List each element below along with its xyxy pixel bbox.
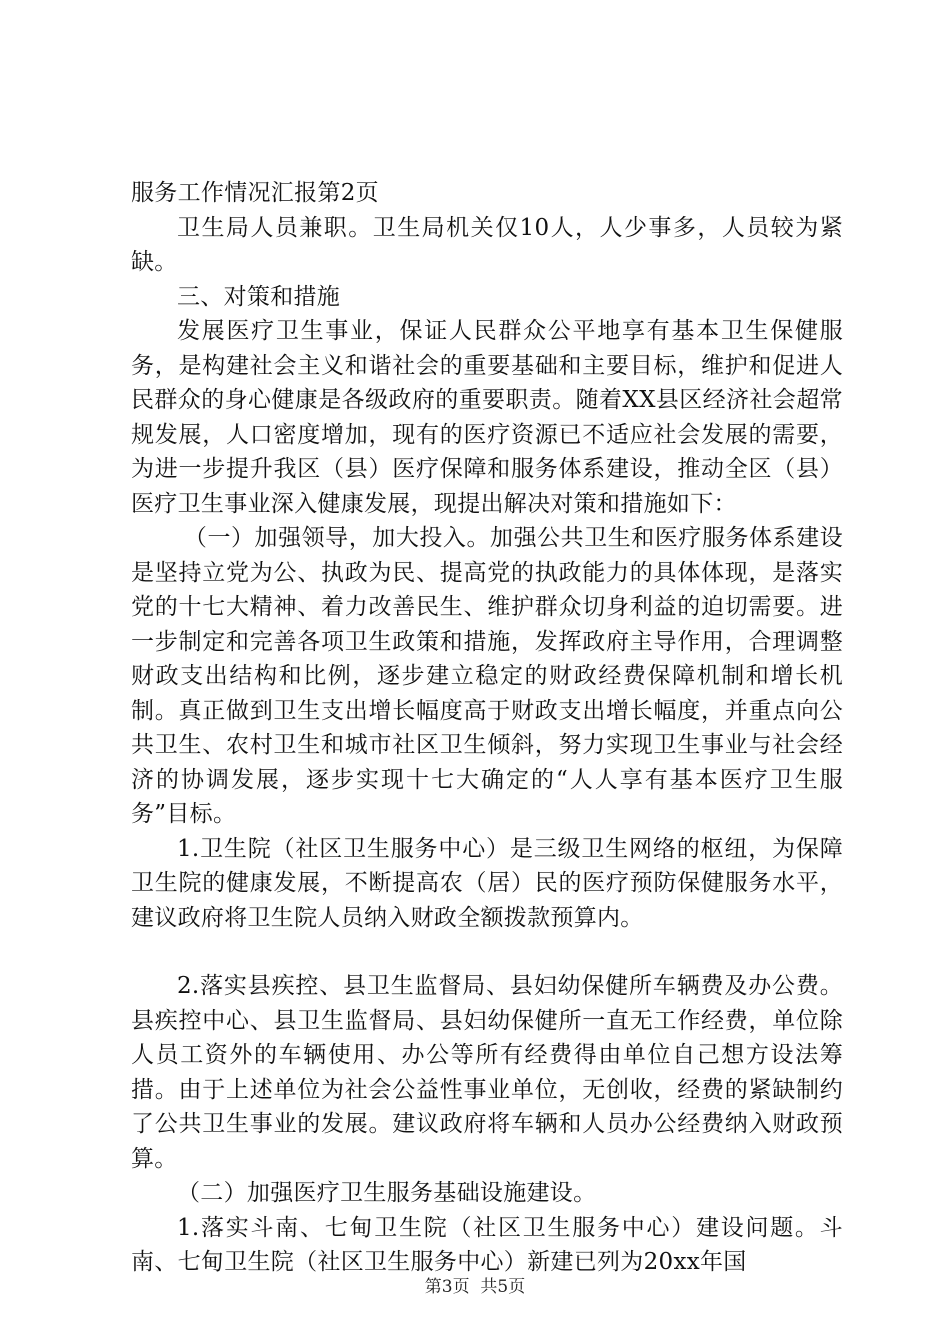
paragraph-intro: 发展医疗卫生事业，保证人民群众公平地享有基本卫生保健服务，是构建社会主义和谐社会的重要基础和主要目标，维护和促进人民群众的身心健康是各级政府的重要职责。随着XX县区经济社会超常规发展，人口密度增加，现有的医疗资源已不适应社会发展的需要，为进一步提升我区（县）医疗保障和服务体系建设，推动全区（县）医疗卫生事业深入健康发展，现提出解决对策和措施如下： xyxy=(131,318,843,517)
section-heading-measures: 三、对策和措施 xyxy=(177,283,341,310)
paragraph-leadership: （一）加强领导，加大投入。加强公共卫生和医疗服务体系建设是坚持立党为公、执政为民、提高党的执政能力的具体体现，是落实党的十七大精神、着力改善民生、维护群众切身利益的迫切需要。进一步制定和完善各项卫生政策和措施，发挥政府主导作用，合理调整财政支出结构和比例，逐步建立稳定的财政经费保障机制和增长机制。真正做到卫生支出增长幅度高于财政支出增长幅度，并重点向公共卫生、农村卫生和城市社区卫生倾斜，努力实现卫生事业与社会经济的协调发展，逐步实现十七大确定的“人人享有基本医疗卫生服务”目标。 xyxy=(131,525,843,827)
paragraph-item-1: 1.卫生院（社区卫生服务中心）是三级卫生网络的枢纽，为保障卫生院的健康发展，不断提高农（居）民的医疗预防保健服务水平，建议政府将卫生院人员纳入财政全额拨款预算内。 xyxy=(131,835,843,931)
document-body xyxy=(131,176,843,1280)
page-footer xyxy=(0,1276,950,1298)
paragraph-staffing: 卫生局人员兼职。卫生局机关仅10人，人少事多，人员较为紧缺。 xyxy=(131,214,843,275)
section-heading-infrastructure: （二）加强医疗卫生服务基础设施建设。 xyxy=(177,1180,597,1206)
paragraph-item-2: 2.落实县疾控、县卫生监督局、县妇幼保健所车辆费及办公费。县疾控中心、县卫生监督局、县妇幼保健所一直无工作经费，单位除人员工资外的车辆使用、办公等所有经费得由单位自己想方设法筹措。由于上述单位为社会公益性事业单位，无创收，经费的紧缺制约了公共卫生事业的发展。建议政府将车辆和人员办公经费纳入财政预算。 xyxy=(131,973,843,1172)
paragraph-infrastructure-item-1: 1.落实斗南、七甸卫生院（社区卫生服务中心）建设问题。斗南、七甸卫生院（社区卫生服务中心）新建已列为20xx年国 xyxy=(131,1214,843,1275)
page-number-label: 第3页 共5页 xyxy=(424,1277,526,1297)
header-line: 服务工作情况汇报第2页 xyxy=(131,180,379,206)
